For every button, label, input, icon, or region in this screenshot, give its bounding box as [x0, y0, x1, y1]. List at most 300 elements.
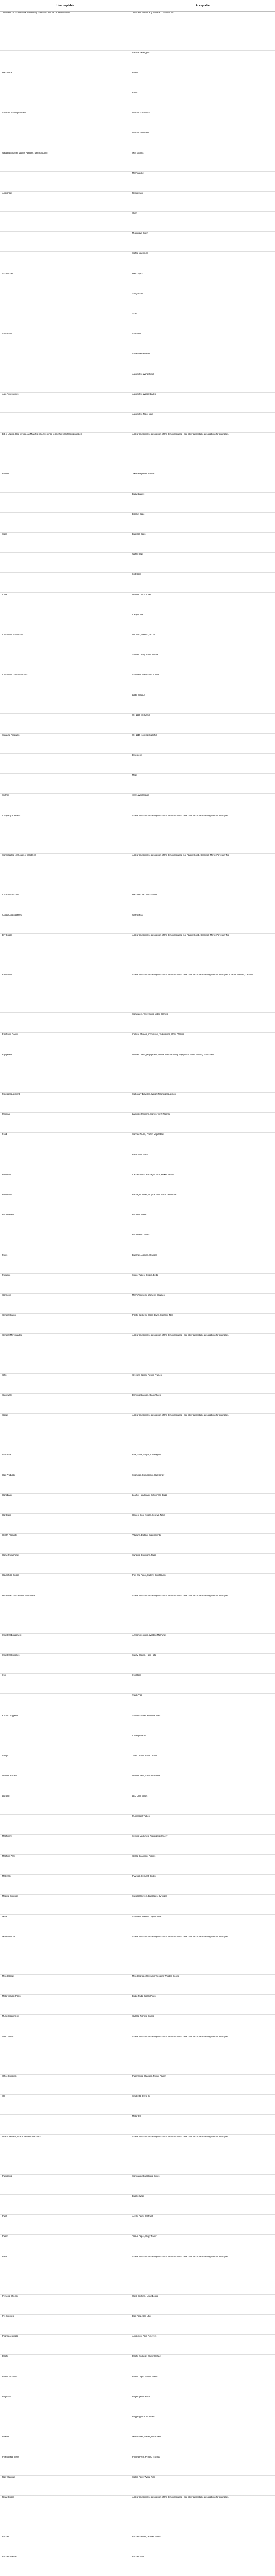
acceptable-cell: Latex Solution: [132, 694, 145, 696]
table-row: [0, 1975, 275, 1995]
acceptable-cell: Plastic: [132, 72, 139, 74]
acceptable-cell: Surgical Gloves, Bandages, Syringes: [132, 1895, 167, 1897]
table-row: [0, 2095, 275, 2115]
unacceptable-cell: Consolidated (or house or pallet) (s): [2, 854, 36, 856]
acceptable-cell: Breakfast Cereal: [132, 1154, 148, 1156]
unacceptable-cell: Foodstuffs: [2, 1194, 12, 1196]
table-row: [0, 1995, 275, 2015]
acceptable-cell: A clear and concise description of the item is required - see other acceptable descriptions for examples.: [132, 1334, 229, 1336]
acceptable-cell: Oil Well Drilling Equipment, Textile Manufacturing Equipment, Road Building Equipment: [132, 1054, 214, 1056]
unacceptable-cell: Motor Vehicle Parts: [2, 1995, 21, 1997]
unacceptable-cell: Handbags: [2, 1494, 12, 1496]
table-row: [0, 2535, 275, 2555]
acceptable-cell: Polypropylene Granules: [132, 2416, 155, 2418]
acceptable-cell: A clear and concise description of the item is required e.g. Plastic Comb, Cosmetic Mirror, Porcelain Tile: [132, 934, 229, 936]
acceptable-cell: Camp Chair: [132, 614, 143, 616]
acceptable-cell: Crude Oil, Olive Oil: [132, 2095, 151, 2097]
unacceptable-cell: Rubber: [2, 2536, 9, 2538]
acceptable-cell: LED Light Bulbs: [132, 1795, 148, 1797]
acceptable-cell: A clear and concise description of the item is required - see other acceptable descriptions for examples.: [132, 1414, 229, 1416]
acceptable-cell: Oven: [132, 212, 137, 214]
table-row: [0, 2075, 275, 2095]
table-row: [0, 2335, 275, 2355]
table-row: [0, 573, 275, 593]
unacceptable-cell: Foodstuff: [2, 1174, 11, 1176]
table-row: [0, 2235, 275, 2255]
table-row: [0, 1453, 275, 1473]
acceptable-cell: Women's Dresses: [132, 132, 150, 134]
acceptable-cell: Women's Trousers: [132, 112, 150, 114]
acceptable-cell: Pots and Pans, Cutlery, Dish Racks: [132, 1574, 166, 1577]
acceptable-cell: Automobile Brakes: [132, 353, 150, 355]
acceptable-cell: Baby Blanket: [132, 493, 145, 495]
table-row: [0, 1774, 275, 1794]
unacceptable-cell: Industrial Equipment: [2, 1634, 22, 1636]
unacceptable-cell: Company Business: [2, 815, 21, 817]
unacceptable-cell: Polymers: [2, 2396, 11, 2398]
table-row: [0, 2375, 275, 2395]
acceptable-cell: Shampoo, Conditioner, Hair Spray: [132, 1474, 165, 1476]
table-row: [0, 794, 275, 814]
unacceptable-cell: Industrial Supplies: [2, 1654, 20, 1656]
table-row: [0, 2435, 275, 2455]
table-row: [0, 51, 275, 71]
acceptable-cell: Microwave Oven: [132, 232, 148, 234]
table-row: [0, 1274, 275, 1294]
unacceptable-cell: Mixed Goods: [2, 1975, 15, 1977]
unacceptable-cell: Crafts/Craft Supplies: [2, 914, 22, 916]
acceptable-cell: A clear and concise description of the item is required - see other acceptable descriptions for examples.: [132, 2136, 229, 2138]
unacceptable-cell: New or Used: [2, 2036, 14, 2038]
acceptable-cell: Plastic Buckets, Plastic Bottles: [132, 2355, 161, 2358]
unacceptable-cell: Personal Effects: [2, 2295, 18, 2297]
acceptable-cell: Milk Powder, Detergent Powder: [132, 2436, 162, 2438]
table-row: [0, 973, 275, 1013]
acceptable-cell: Leather Office Chair: [132, 594, 151, 596]
table-row: [0, 553, 275, 573]
table-row: [0, 2215, 275, 2235]
acceptable-cell: Rubber Mats: [132, 2556, 144, 2558]
acceptable-cell: Guitars, Pianos, Drums: [132, 2015, 154, 2018]
table-row: [0, 1033, 275, 1053]
unacceptable-cell: Flooring: [2, 1113, 10, 1115]
table-row: [0, 1875, 275, 1895]
table-row: [0, 1794, 275, 1815]
unacceptable-cell: Fitness Equipment: [2, 1093, 20, 1095]
unacceptable-cell: Handmade: [2, 72, 13, 74]
acceptable-cell: Steel Coils: [132, 1694, 142, 1697]
acceptable-cell: Fabric: [132, 92, 138, 94]
table-row: [0, 1013, 275, 1033]
acceptable-cell: Sofas, Tables, Chairs, Beds: [132, 1274, 158, 1276]
unacceptable-cell: Music Instruments: [2, 2015, 20, 2018]
table-row: [0, 2175, 275, 2195]
table-row: [0, 1173, 275, 1193]
unacceptable-cell: Home Furnishings: [2, 1554, 20, 1556]
table-row: [0, 1754, 275, 1774]
unacceptable-cell: Electronics: [2, 974, 13, 976]
table-row: [0, 1714, 275, 1734]
unacceptable-cell: Metal: [2, 1916, 8, 1918]
acceptable-cell: Blanket Cape: [132, 513, 145, 515]
unacceptable-cell: Electronic Goods: [2, 1033, 19, 1036]
acceptable-cell: Frozen Fish Fillets: [132, 1234, 150, 1236]
acceptable-cell: Corrugated Cardboard Boxes: [132, 2175, 160, 2177]
table-row: [0, 192, 275, 212]
unacceptable-cell: Apparel/Clothing/Garment: [2, 112, 27, 114]
table-row: [0, 1915, 275, 1935]
table-row: [0, 1414, 275, 1453]
unacceptable-cell: Blanket: [2, 473, 9, 475]
table-row: [0, 131, 275, 151]
acceptable-cell: Sewing Machines, Printing Machinery: [132, 1835, 168, 1837]
table-row: [0, 2555, 275, 2575]
acceptable-cell: Brake Pads, Spark Plugs: [132, 1995, 156, 1997]
acceptable-cell: Hair Dryers: [132, 273, 143, 275]
table-row: [0, 1534, 275, 1554]
acceptable-cell: Rubber Gloves, Rubber Hoses: [132, 2536, 161, 2538]
table-row: [0, 1574, 275, 1594]
table-row: [0, 1594, 275, 1634]
acceptable-cell: Scarf: [132, 313, 137, 315]
table-row: [0, 1053, 275, 1093]
table-row: [0, 493, 275, 513]
acceptable-cell: A clear and concise description of the item is required - see other acceptable descriptions for examples.: [132, 2256, 229, 2258]
unacceptable-cell: Consumer Goods: [2, 894, 19, 896]
unacceptable-cell: Glassware: [2, 1394, 12, 1396]
acceptable-cell: 100% Wool Coats: [132, 794, 149, 796]
unacceptable-cell: Garments: [2, 1294, 11, 1296]
unacceptable-cell: Plastic Products: [2, 2376, 18, 2378]
unacceptable-cell: Packaging: [2, 2175, 12, 2177]
acceptable-cell: Antibiotics, Pain Relievers: [132, 2335, 157, 2337]
acceptable-cell: Leather Handbags, Cotton Tote Bags: [132, 1494, 167, 1496]
table-row: [0, 774, 275, 794]
acceptable-cell: Refrigerator: [132, 192, 143, 194]
acceptable-cell: Glue Sticks: [132, 914, 143, 916]
unacceptable-cell: Retail Goods: [2, 2496, 14, 2498]
table-row: [0, 653, 275, 673]
acceptable-cell: A clear and concise description of the item is required - see other acceptable descriptions for examples.: [132, 433, 229, 435]
acceptable-cell: Canned Tuna, Packaged Rice, Baked Beans: [132, 1174, 174, 1176]
acceptable-cell: UN 1230 Methanol: [132, 714, 150, 716]
table-row: [0, 913, 275, 934]
acceptable-cell: Acrylic Paint, Oil Paint: [132, 2215, 153, 2217]
table-row: [0, 1494, 275, 1514]
table-row: [0, 2476, 275, 2496]
table-row: [0, 332, 275, 352]
table-row: [0, 1514, 275, 1534]
unacceptable-cell: Appliances: [2, 192, 13, 194]
table-row: [0, 1113, 275, 1133]
table-row: [0, 1895, 275, 1915]
acceptable-cell: Men's Trousers, Women's Blouses: [132, 1294, 165, 1296]
table-row: [0, 1213, 275, 1233]
unacceptable-cell: Household Goods/Personal Effects: [2, 1595, 35, 1597]
unacceptable-cell: Powder: [2, 2436, 9, 2438]
acceptable-cell: A clear and concise description of the item is required - see other acceptable descriptions for examples.: [132, 1936, 229, 1938]
table-row: [0, 2255, 275, 2295]
acceptable-cell: A clear and concise description of the item is required e.g. Plastic Comb, Cosmetic Mirror, Porcelain Tile: [132, 854, 229, 856]
unacceptable-cell: Caps: [2, 533, 7, 535]
table-row: [0, 934, 275, 973]
acceptable-cell: Paper Clips, Staplers, Printer Paper: [132, 2075, 166, 2077]
unacceptable-cell: Paint: [2, 2215, 7, 2217]
acceptable-cell: UN 1263, Paint 3, PG III: [132, 634, 155, 636]
acceptable-cell: Aluminum Sheets, Copper Wire: [132, 1916, 162, 1918]
table-row: [0, 91, 275, 111]
unacceptable-cell: Office Supplies: [2, 2075, 17, 2077]
acceptable-cell: Automotive Floor Mats: [132, 413, 153, 415]
acceptable-cell: Stationary Bicycles, Weight Training Equipment: [132, 1093, 176, 1095]
acceptable-cell: Baseball Caps: [132, 533, 146, 535]
table-row: [0, 232, 275, 252]
table-row: [0, 2015, 275, 2035]
unacceptable-cell: Parts: [2, 2256, 7, 2258]
table-row: [0, 1855, 275, 1875]
header-acceptable: Acceptable: [196, 4, 210, 7]
unacceptable-cell: Promotional Items: [2, 2456, 19, 2458]
acceptable-cell: Aluminum Potassium Sulfate: [132, 674, 159, 676]
acceptable-cell: Vitamins, Dietary Supplements: [132, 1534, 161, 1536]
unacceptable-cell: Furniture: [2, 1274, 11, 1276]
unacceptable-cell: Goods: [2, 1414, 9, 1416]
table-row: [0, 2195, 275, 2215]
acceptable-cell: Rice, Flour, Sugar, Cooking Oil: [132, 1454, 161, 1456]
acceptable-cell: Plastic Baskets, Glass Bowls, Ceramic Tiles: [132, 1314, 173, 1316]
unacceptable-cell: Materials: [2, 1875, 11, 1877]
acceptable-cell: Table Lamps, Floor Lamps: [132, 1755, 157, 1757]
table-row: [0, 1193, 275, 1213]
unacceptable-cell: Clothes: [2, 794, 9, 796]
table-row: [0, 893, 275, 913]
acceptable-cell: Fluorescent Tubes: [132, 1815, 150, 1817]
unacceptable-cell: Iron: [2, 1674, 6, 1676]
acceptable-cell: Cotton Fiber, Wood Pulp: [132, 2476, 155, 2478]
acceptable-cell: A clear and concise description of the item is required - see other acceptable descriptions for examples.: [132, 1595, 229, 1597]
table-row: [0, 1294, 275, 1314]
table-row: [0, 854, 275, 893]
acceptable-cell: Plywood, Cement, Bricks: [132, 1875, 156, 1877]
acceptable-cell: A clear and concise description of the item is required - see other acceptable descriptions for examples. Cellular Phones, Laptops: [132, 974, 253, 976]
table-row: [0, 714, 275, 734]
unacceptable-cell: Medical Supplies: [2, 1895, 18, 1897]
acceptable-cell: Plastic Cups, Plastic Plates: [132, 2376, 158, 2378]
table-row: [0, 1815, 275, 1835]
acceptable-cell: Lacoste Detergent: [132, 52, 150, 54]
acceptable-cell: Cutting Boards: [132, 1735, 147, 1737]
acceptable-cell: Tissue Paper, Copy Paper: [132, 2235, 157, 2238]
acceptable-cell: Greeting Cards, Picture Frames: [132, 1374, 162, 1376]
table-row: [0, 413, 275, 433]
acceptable-cell: Canned Fruits, Frozen Vegetables: [132, 1133, 165, 1136]
table-row: [0, 1334, 275, 1374]
unacceptable-cell: Chemicals, non-Hazardous: [2, 674, 28, 676]
table-row: [0, 2455, 275, 2476]
unacceptable-cell: Raw Materials: [2, 2476, 15, 2478]
acceptable-cell: Dog Food, Cat Litter: [132, 2315, 151, 2317]
acceptable-cell: Hinges, Door Knobs, Screws, Nails: [132, 1514, 165, 1516]
acceptable-cell: Sodium Lauryl Ether Sulfate: [132, 654, 158, 656]
acceptable-cell: Cellular Phones, Computers, Televisions, Video Games: [132, 1033, 184, 1036]
acceptable-cell: Motor Oil: [132, 2115, 141, 2117]
unacceptable-cell: Chair: [2, 594, 7, 596]
unacceptable-cell: Plastic: [2, 2355, 9, 2358]
table-row: [0, 1634, 275, 1654]
acceptable-cell: Computers, Televisions, Video Games: [132, 1013, 168, 1015]
unacceptable-cell: Auto Parts: [2, 333, 12, 335]
table-row: [0, 633, 275, 653]
unacceptable-cell: General Cargo: [2, 1314, 16, 1316]
table-row: [0, 1473, 275, 1494]
table-row: [0, 1935, 275, 1975]
unacceptable-cell: Gifts: [2, 1374, 7, 1376]
table-row: [0, 352, 275, 372]
acceptable-cell: 100% Polyester Blanket: [132, 473, 155, 475]
table-row: [0, 472, 275, 493]
unacceptable-cell: Equipment: [2, 1054, 12, 1056]
acceptable-cell: Safety Gloves, Hard Hats: [132, 1654, 156, 1656]
unacceptable-cell: Lamps: [2, 1755, 9, 1757]
acceptable-cell: Gears, Bearings, Pistons: [132, 1855, 156, 1857]
unacceptable-cell: Cleaning Products: [2, 734, 20, 736]
table-row: [0, 71, 275, 91]
table-row: [0, 2355, 275, 2375]
table-row: [0, 111, 275, 131]
table-row: [0, 2395, 275, 2415]
acceptable-cell: Men's Jacket: [132, 172, 144, 174]
acceptable-cell: Bananas, Apples, Oranges: [132, 1254, 157, 1256]
acceptable-cell: Curtains, Cushions, Rugs: [132, 1554, 156, 1556]
acceptable-cell: Coffee Machines: [132, 252, 148, 255]
table-row: [0, 2496, 275, 2535]
unacceptable-cell: Frozen Food: [2, 1214, 14, 1216]
table-row: [0, 1153, 275, 1173]
acceptable-cell: Packaged Meat, Tropical Fruit Juice, Dried Fruit: [132, 1194, 177, 1196]
acceptable-cell: Drinking Glasses, Glass Vases: [132, 1394, 161, 1396]
table-row: [0, 312, 275, 332]
unacceptable-cell: Rubber Articles: [2, 2556, 17, 2558]
table-row: [0, 272, 275, 292]
unacceptable-cell: Auto Accessories: [2, 393, 19, 395]
table-row: [0, 1314, 275, 1334]
unacceptable-cell: Chemicals, Hazardous: [2, 634, 24, 636]
table-row: [0, 613, 275, 633]
unacceptable-cell: Health Products: [2, 1534, 18, 1536]
unacceptable-cell: Hair Products: [2, 1474, 15, 1476]
table-row: [0, 1654, 275, 1674]
acceptable-cell: A clear and concise description of the item is required - see other acceptable descriptions for examples.: [132, 815, 229, 817]
unacceptable-cell: Kitchen Supplies: [2, 1715, 18, 1717]
unacceptable-cell: Dry Goods: [2, 934, 12, 936]
table-row: [0, 393, 275, 413]
acceptable-cell: A clear and concise description of the item is required - see other acceptable descriptions for examples.: [132, 2496, 229, 2498]
acceptable-cell: Knit Caps: [132, 573, 141, 575]
acceptable-cell: Air Compressors, Welding Machines: [132, 1634, 167, 1636]
acceptable-cell: Men's Shirts: [132, 152, 144, 154]
table-row: [0, 1554, 275, 1574]
acceptable-cell: Stainless Steel Kitchen Knives: [132, 1715, 161, 1717]
table-row: [0, 1835, 275, 1855]
table-row: [0, 693, 275, 714]
table-row: [0, 734, 275, 754]
table-row: [0, 2415, 275, 2435]
unacceptable-cell: Accessories: [2, 273, 14, 275]
unacceptable-cell: Miscellaneous: [2, 1936, 15, 1938]
acceptable-cell: Automotive Windshield: [132, 373, 154, 375]
table-row: [0, 11, 275, 51]
acceptable-cell: Used Clothing, Used Books: [132, 2295, 158, 2297]
acceptable-cell: Waffle Caps: [132, 553, 144, 555]
acceptable-cell: UN 1219 Isopropyl Alcohol: [132, 734, 157, 736]
acceptable-cell: "Business Brand" e.g. Lacoste Chemical, Inc.: [132, 12, 175, 14]
acceptable-cell: Polyethylene Resin: [132, 2396, 151, 2398]
table-row: [0, 1374, 275, 1394]
table-row: [0, 172, 275, 192]
unacceptable-cell: Hardware: [2, 1514, 11, 1516]
table-row: [0, 593, 275, 613]
table-row: [0, 1253, 275, 1274]
table-row: [0, 1133, 275, 1153]
table-row: [0, 2295, 275, 2315]
table-row: [0, 433, 275, 472]
table-row: [0, 513, 275, 533]
table-row: [0, 814, 275, 854]
table-row: [0, 1694, 275, 1714]
unacceptable-cell: Fruits: [2, 1254, 8, 1256]
table-row: [0, 754, 275, 774]
unacceptable-cell: Lighting: [2, 1795, 10, 1797]
unacceptable-cell: Food: [2, 1133, 7, 1136]
acceptable-cell: A clear and concise description of the item is required - see other acceptable descriptions for examples.: [132, 2036, 229, 2038]
unacceptable-cell: Machinery: [2, 1835, 12, 1837]
table-row: [0, 252, 275, 272]
table-body: [0, 11, 275, 2576]
unacceptable-cell: Online Retailer, Online Retailer Shipment: [2, 2136, 41, 2138]
acceptable-cell: Laminate Flooring, Carpet, Vinyl Flooring: [132, 1113, 171, 1115]
table-row: [0, 292, 275, 312]
table-row: [0, 372, 275, 393]
table-row: [0, 1674, 275, 1694]
table-row: [0, 1394, 275, 1414]
unacceptable-cell: Leather Articles: [2, 1775, 17, 1777]
unacceptable-cell: Household Goods: [2, 1574, 19, 1577]
acceptable-cell: Sunglasses: [132, 293, 143, 295]
table-row: [0, 2315, 275, 2335]
table-row: [0, 2035, 275, 2075]
acceptable-cell: Air Filters: [132, 333, 141, 335]
acceptable-cell: Printed Pens, Printed T-Shirts: [132, 2456, 160, 2458]
header-unacceptable: Unacceptable: [0, 0, 131, 11]
unacceptable-cell: Pharmaceuticals: [2, 2335, 18, 2337]
table-row: [0, 673, 275, 693]
table-row: [0, 212, 275, 232]
unacceptable-cell: Oil: [2, 2095, 5, 2097]
acceptable-cell: Iron Rods: [132, 1674, 141, 1676]
unacceptable-cell: Wearing Apparel, Ladies' Apparel, Men's Apparel: [2, 152, 48, 154]
acceptable-cell: Bubble Wrap: [132, 2195, 144, 2197]
acceptable-cell: Handheld Vacuum Cleaner: [132, 894, 157, 896]
acceptable-cell: Detergents: [132, 754, 143, 756]
unacceptable-cell: General Merchandise: [2, 1334, 23, 1336]
acceptable-cell: Mixed Cargo of Ceramic Tiles and Wooden Doors: [132, 1975, 179, 1977]
acceptable-cell: Leather Belts, Leather Wallets: [132, 1775, 160, 1777]
table-row: [0, 1233, 275, 1253]
table-row: [0, 1093, 275, 1113]
table-row: [0, 2115, 275, 2135]
table-row: [0, 533, 275, 553]
unacceptable-cell: Pet Supplies: [2, 2315, 14, 2317]
